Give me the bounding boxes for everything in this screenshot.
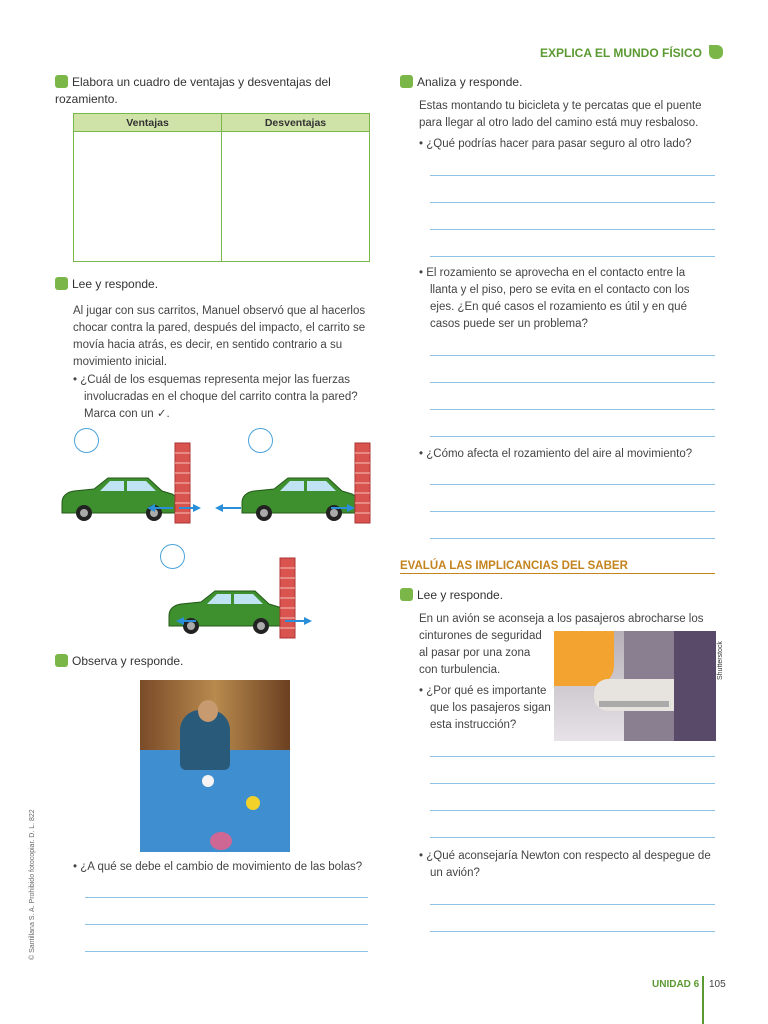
answer-line[interactable] [430, 756, 715, 757]
photo-credit: Shutterstock [717, 641, 724, 680]
copyright: © Santillana S. A. Prohibido fotocopiar. D. L. 822 [29, 809, 36, 960]
answer-line[interactable] [430, 931, 715, 932]
section-header [540, 45, 723, 60]
bullet-text: El rozamiento se aprovecha en el contacto entre la llanta y el piso, pero se evita en el contacto con los ejes. ¿En qué casos el rozamiento es útil y en qué casos puede ser un problema? [426, 267, 690, 330]
question-ventajas [55, 74, 355, 108]
footer-divider [702, 976, 704, 1024]
bullet-text: ¿Qué podrías hacer para pasar seguro al otro lado? [426, 138, 692, 150]
answer-line[interactable] [430, 382, 715, 383]
activity-title: Observa y responde. [72, 654, 184, 668]
activity-bullet-icon [400, 75, 413, 88]
ventajas-table [73, 113, 370, 262]
bullet-instruccion: • ¿Por qué es importante que los pasajeros sigan esta instrucción? [419, 685, 551, 731]
activity-title: Lee y responde. [417, 588, 504, 602]
answer-line[interactable] [430, 436, 715, 437]
seatbelt-photo [554, 631, 716, 741]
unit-label: UNIDAD 6 [652, 979, 700, 990]
car-2-icon [242, 478, 358, 521]
billiards-photo [140, 680, 290, 852]
bullet-newton: • ¿Qué aconsejaría Newton con respecto al despegue de un avión? [419, 850, 711, 879]
activity-title: Analiza y responde. [417, 75, 523, 89]
answer-line[interactable] [430, 837, 715, 838]
bullet-text: ¿A qué se debe el cambio de movimiento de las bolas? [80, 861, 363, 873]
section-title: EXPLICA EL MUNDO FÍSICO [540, 46, 703, 60]
answer-line[interactable] [430, 229, 715, 230]
answer-line[interactable] [85, 924, 368, 925]
activity-title: Lee y responde. [72, 277, 159, 291]
answer-line[interactable] [430, 484, 715, 485]
answer-line[interactable] [430, 256, 715, 257]
answer-line[interactable] [430, 511, 715, 512]
answer-line[interactable] [430, 409, 715, 410]
avion-paragraph-2: cinturones de seguridad al pasar por una zona con turbulencia. [419, 630, 542, 676]
col-desventajas: Desventajas [222, 114, 370, 132]
car-1-icon [62, 478, 178, 521]
answer-line[interactable] [430, 202, 715, 203]
bullet-text: ¿Cuál de los esquemas representa mejor las fuerzas involucradas en el choque del carrito contra la pared? Marca con un ✓. [80, 374, 358, 420]
bicicleta-paragraph: Estas montando tu bicicleta y te percatas que el puente para llegar al otro lado del camino está muy resbaloso. [419, 100, 702, 129]
bullet-text: ¿Por qué es importante que los pasajeros sigan esta instrucción? [426, 685, 551, 731]
page-number: 105 [709, 979, 726, 990]
activity-bullet-icon [400, 588, 413, 601]
activity-analiza [400, 74, 522, 91]
activity-bullet-icon [55, 654, 68, 667]
activity-observa [55, 653, 183, 670]
carritos-paragraph: Al jugar con sus carritos, Manuel observó que al hacerlos chocar contra la pared, después del impacto, el carrito se movía hacia atrás, es decir, en sentido contrario a su movimiento inicial. [73, 305, 366, 368]
desventajas-cell[interactable] [222, 132, 370, 262]
activity-lee-responde [55, 276, 158, 293]
answer-line[interactable] [85, 951, 368, 952]
section-evalua [400, 559, 715, 574]
answer-line[interactable] [430, 810, 715, 811]
bullet-rozamiento: • El rozamiento se aprovecha en el contacto entre la llanta y el piso, pero se evita en el contacto con los ejes. ¿En qué casos el rozamiento es útil y en qué casos puede ser un problema? [419, 267, 690, 330]
activity-bullet-icon [55, 75, 68, 88]
bullet-aire: • ¿Cómo afecta el rozamiento del aire al movimiento? [419, 448, 693, 460]
section-title: EVALÚA LAS IMPLICANCIAS DEL SABER [400, 560, 628, 572]
question-text: Elabora un cuadro de ventajas y desventajas del rozamiento. [55, 75, 331, 106]
section-marker-icon [709, 45, 723, 59]
answer-line[interactable] [430, 355, 715, 356]
bullet-text: ¿Qué aconsejaría Newton con respecto al despegue de un avión? [426, 850, 711, 879]
bullet-text: ¿Cómo afecta el rozamiento del aire al movimiento? [426, 448, 693, 460]
answer-line[interactable] [430, 783, 715, 784]
answer-line[interactable] [85, 897, 368, 898]
bullet-pasar-seguro: • ¿Qué podrías hacer para pasar seguro al otro lado? [419, 138, 692, 150]
answer-line[interactable] [430, 904, 715, 905]
activity-bullet-icon [55, 277, 68, 290]
bullet-esquemas: • ¿Cuál de los esquemas representa mejor las fuerzas involucradas en el choque del carrito contra la pared? Marca con un ✓. [73, 374, 358, 420]
answer-line[interactable] [430, 175, 715, 176]
ventajas-cell[interactable] [74, 132, 222, 262]
col-ventajas: Ventajas [74, 114, 222, 132]
bullet-bolas: • ¿A qué se debe el cambio de movimiento de las bolas? [73, 861, 363, 873]
car-diagram-3-forces [120, 555, 320, 645]
answer-line[interactable] [430, 538, 715, 539]
avion-paragraph-1: En un avión se aconseja a los pasajeros abrocharse los [419, 613, 704, 625]
activity-lee-responde-2 [400, 587, 503, 604]
